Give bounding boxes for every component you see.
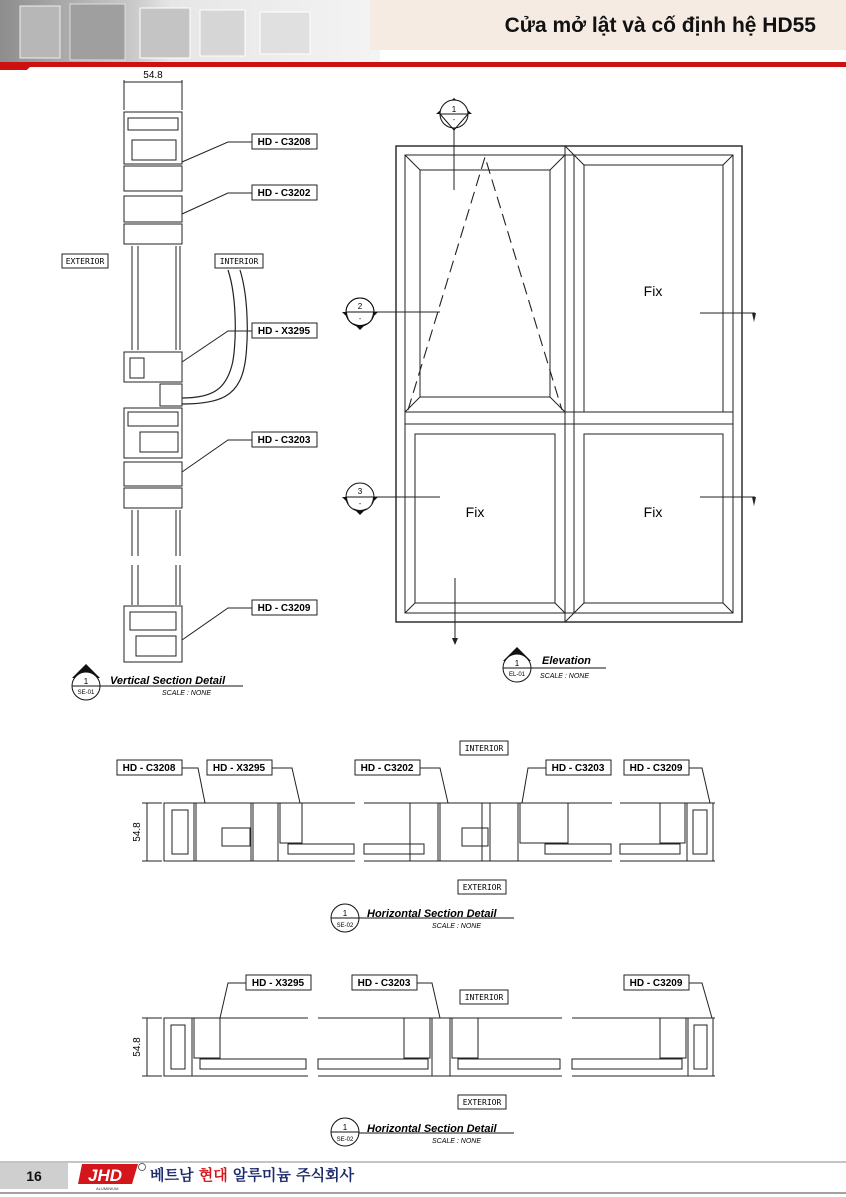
h2-dimension: 54.8 — [132, 1037, 143, 1057]
svg-text:INTERIOR: INTERIOR — [464, 744, 504, 753]
svg-text:HD - C3203: HD - C3203 — [357, 978, 411, 989]
section-mark-1 — [436, 98, 472, 130]
svg-text:SE-01: SE-01 — [77, 690, 95, 696]
elevation-drawing — [374, 110, 755, 640]
page-number: 16 — [0, 1163, 68, 1189]
interior-tag-h2 — [460, 990, 508, 1004]
h1-dimension: 54.8 — [132, 822, 143, 842]
svg-text:1: 1 — [451, 105, 457, 114]
interior-tag-vertical — [215, 254, 263, 268]
svg-text:EL-01: EL-01 — [508, 672, 526, 678]
svg-text:HD - X3295: HD - X3295 — [257, 326, 311, 337]
h1-caption-marker — [331, 904, 359, 932]
code-tag-c3203-h1 — [546, 760, 611, 775]
svg-text:HD - C3209: HD - C3209 — [257, 603, 311, 614]
svg-text:ALUMINIUM: ALUMINIUM — [96, 1186, 119, 1191]
h2-caption-marker — [331, 1118, 359, 1146]
section-mark-3 — [342, 483, 378, 515]
exterior-tag-h1 — [458, 880, 506, 894]
svg-text:HD - C3202: HD - C3202 — [360, 763, 414, 774]
svg-text:SE-02: SE-02 — [336, 923, 354, 929]
svg-text:HD - C3203: HD - C3203 — [551, 763, 605, 774]
code-tag-x3295-h1 — [207, 760, 272, 775]
svg-text:HD - C3208: HD - C3208 — [122, 763, 176, 774]
code-tag-x3295-h2 — [246, 975, 311, 990]
h1-caption-title: Horizontal Section Detail — [367, 908, 497, 920]
svg-text:-: - — [358, 316, 362, 323]
code-tag-c3202-v — [252, 185, 317, 200]
code-tag-x3295-v — [252, 323, 317, 338]
panel-label-fix-lower-right: Fix — [643, 504, 663, 520]
svg-text:1: 1 — [83, 677, 89, 686]
interior-tag-h1 — [460, 741, 508, 755]
code-tag-c3203-h2 — [352, 975, 417, 990]
h2-caption-title: Horizontal Section Detail — [367, 1123, 497, 1135]
panel-label-fix-lower-left: Fix — [465, 504, 485, 520]
svg-text:-: - — [452, 117, 456, 124]
svg-text:INTERIOR: INTERIOR — [219, 257, 259, 266]
code-tag-c3203-v — [252, 432, 317, 447]
code-tag-c3208-h1 — [117, 760, 182, 775]
svg-text:HD - C3203: HD - C3203 — [257, 435, 311, 446]
code-tag-c3208-v — [252, 134, 317, 149]
svg-text:SE-02: SE-02 — [336, 1137, 354, 1143]
svg-text:1: 1 — [514, 659, 520, 668]
elevation-caption-marker — [503, 647, 531, 682]
svg-text:EXTERIOR: EXTERIOR — [65, 257, 105, 266]
svg-text:HD - X3295: HD - X3295 — [212, 763, 266, 774]
code-tag-c3209-v — [252, 600, 317, 615]
svg-text:HD - C3208: HD - C3208 — [257, 137, 311, 148]
vertical-dimension: 54.8 — [143, 70, 163, 81]
code-tag-c3202-h1 — [355, 760, 420, 775]
svg-text:1: 1 — [342, 909, 348, 918]
horizontal-section-1 — [142, 768, 715, 861]
svg-text:HD - C3202: HD - C3202 — [257, 188, 311, 199]
page-title: Cửa mở lật và cố định hệ HD55 — [504, 14, 816, 37]
section-mark-2 — [342, 298, 378, 330]
svg-text:HD - C3209: HD - C3209 — [629, 763, 683, 774]
vertical-caption-title: Vertical Section Detail — [110, 675, 226, 687]
code-tag-c3209-h2 — [624, 975, 689, 990]
svg-text:HD - X3295: HD - X3295 — [251, 978, 305, 989]
svg-text:EXTERIOR: EXTERIOR — [462, 883, 502, 892]
exterior-tag-h2 — [458, 1095, 506, 1109]
exterior-tag-vertical — [62, 254, 108, 268]
svg-text:1: 1 — [342, 1123, 348, 1132]
svg-text:-: - — [358, 501, 362, 508]
h2-caption-scale: SCALE : NONE — [432, 1138, 482, 1145]
code-tag-c3209-h1 — [624, 760, 689, 775]
vertical-caption-marker — [72, 664, 100, 700]
svg-text:HD - C3209: HD - C3209 — [629, 978, 683, 989]
elevation-caption-scale: SCALE : NONE — [540, 673, 590, 680]
panel-label-fix-upper-right: Fix — [643, 283, 663, 299]
vertical-section-detail — [124, 80, 252, 662]
h1-caption-scale: SCALE : NONE — [432, 923, 482, 930]
horizontal-section-2 — [142, 983, 715, 1076]
company-name: 베트남 현대 알루미늄 주식회사 — [150, 1166, 355, 1184]
vertical-caption-scale: SCALE : NONE — [162, 690, 212, 697]
svg-text:INTERIOR: INTERIOR — [464, 993, 504, 1002]
elevation-caption-title: Elevation — [542, 655, 591, 667]
svg-text:EXTERIOR: EXTERIOR — [462, 1098, 502, 1107]
svg-text:JHD: JHD — [88, 1166, 123, 1185]
jhd-logo — [78, 1160, 148, 1192]
svg-text:3: 3 — [357, 487, 363, 496]
svg-text:2: 2 — [357, 302, 363, 311]
